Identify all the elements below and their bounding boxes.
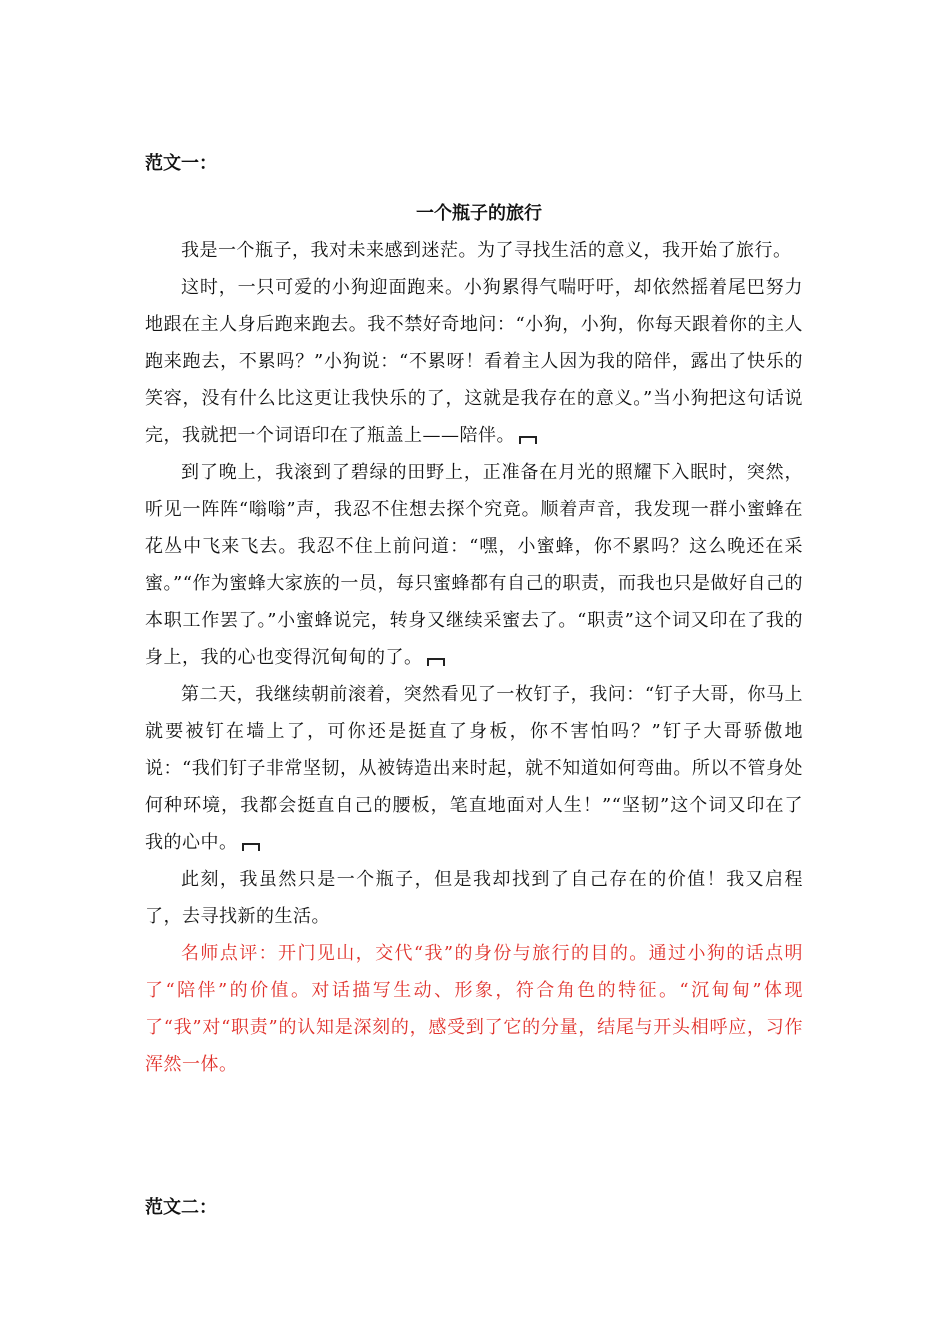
- essay-paragraph: [145, 676, 803, 861]
- teacher-comment: [145, 935, 803, 1083]
- paragraph-mark-icon: [427, 658, 445, 666]
- paragraph-mark-icon: [519, 436, 537, 444]
- essay-paragraph: [145, 861, 803, 935]
- essay-paragraph: [145, 232, 803, 269]
- essay: [145, 202, 803, 1083]
- essay-paragraph: [145, 454, 803, 676]
- paragraph-text: 我是一个瓶子，我对未来感到迷茫。为了寻找生活的意义，我开始了旅行。: [181, 240, 792, 261]
- section-two-heading: 范文二：: [145, 1197, 217, 1218]
- section-one-heading: 范文一：: [145, 153, 217, 174]
- paragraph-text: 此刻，我虽然只是一个瓶子，但是我却找到了自己存在的价值！我又启程了，去寻找新的生活。: [145, 869, 803, 927]
- paragraph-text: 第二天，我继续朝前滚着，突然看见了一枚钉子，我问：“钉子大哥，你马上就要被钉在墙上了，可你还是挺直了身板，你不害怕吗？”钉子大哥骄傲地说：“我们钉子非常坚韧，从被铸造出来时起，就不知道如何弯曲。所以不管身处何种环境，我都会挺直自己的腰板，笔直地面对人生！”“坚韧”这个词又印在了我的心中。: [145, 684, 803, 853]
- essay-paragraph: [145, 269, 803, 454]
- paragraph-mark-icon: [242, 843, 260, 851]
- paragraph-text: 到了晚上，我滚到了碧绿的田野上，正准备在月光的照耀下入眠时，突然，听见一阵阵“嗡嗡”声，我忍不住想去探个究竟。顺着声音，我发现一群小蜜蜂在花丛中飞来飞去。我忍不住上前问道：“嘿，小蜜蜂，你不累吗？这么晚还在采蜜。”“作为蜜蜂大家族的一员，每只蜜蜂都有自己的职责，而我也只是做好自己的本职工作罢了。”小蜜蜂说完，转身又继续采蜜去了。“职责”这个词又印在了我的身上，我的心也变得沉甸甸的了。: [145, 462, 803, 668]
- comment-text: 名师点评：开门见山，交代“我”的身份与旅行的目的。通过小狗的话点明了“陪伴”的价值。对话描写生动、形象，符合角色的特征。“沉甸甸”体现了“我”对“职责”的认知是深刻的，感受到了它的分量，结尾与开头相呼应，习作浑然一体。: [145, 943, 803, 1075]
- paragraph-text: 这时，一只可爱的小狗迎面跑来。小狗累得气喘吁吁，却依然摇着尾巴努力地跟在主人身后跑来跑去。我不禁好奇地问：“小狗，小狗，你每天跟着你的主人跑来跑去，不累吗？”小狗说：“不累呀！看着主人因为我的陪伴，露出了快乐的笑容，没有什么比这更让我快乐的了，这就是我存在的意义。”当小狗把这句话说完，我就把一个词语印在了瓶盖上——陪伴。: [145, 277, 803, 446]
- essay-title: 一个瓶子的旅行: [416, 203, 542, 224]
